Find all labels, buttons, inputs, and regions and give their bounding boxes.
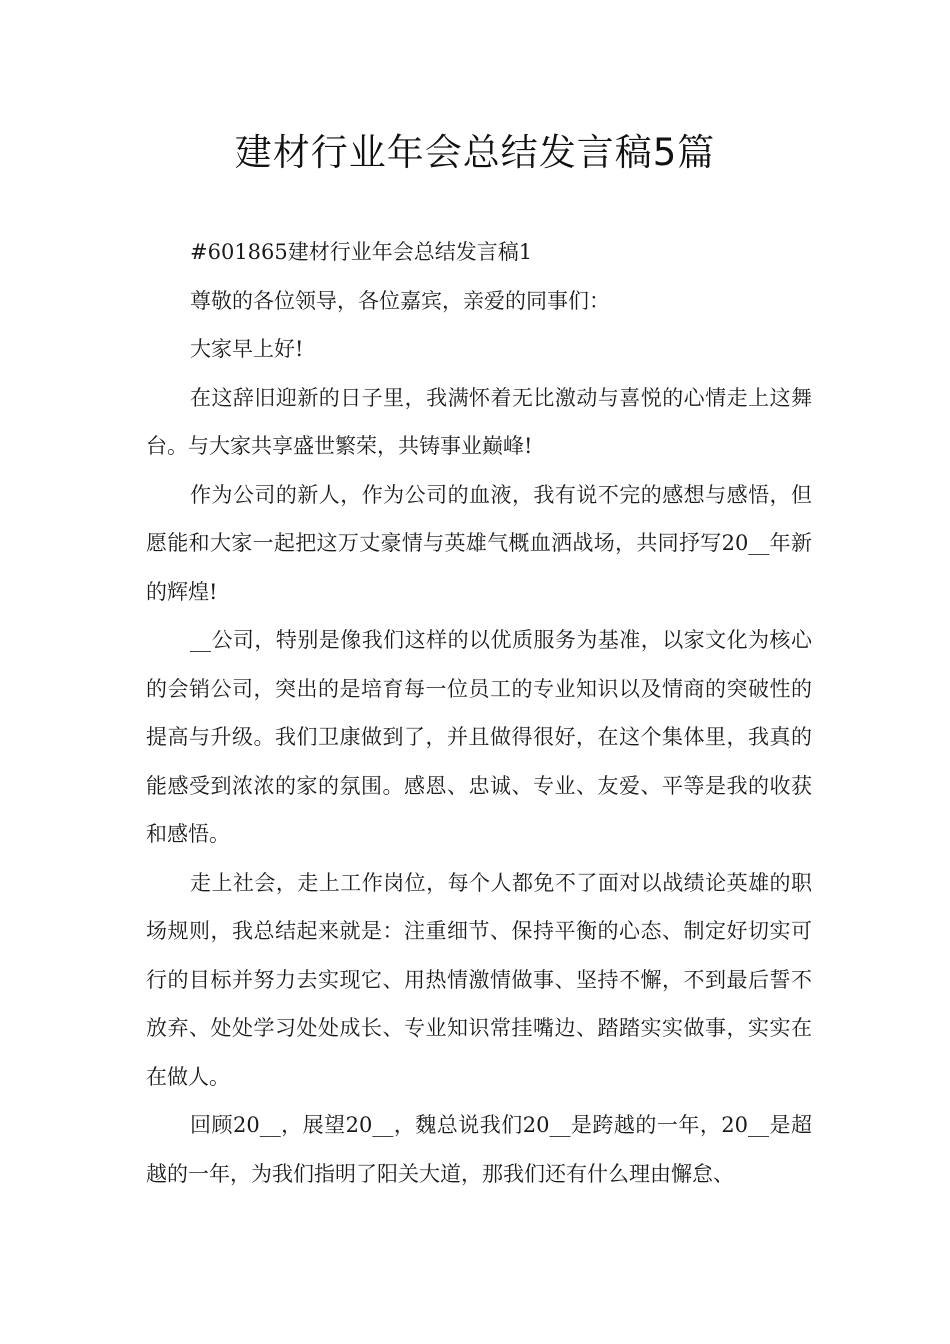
salutation: 尊敬的各位领导，各位嘉宾，亲爱的同事们： bbox=[190, 288, 610, 313]
greeting: 大家早上好! bbox=[190, 337, 304, 361]
paragraph: 在这辞旧迎新的日子里，我满怀着无比激动与喜悦的心情走上这舞台。与大家共享盛世繁荣，共铸事业巅峰! bbox=[146, 385, 812, 458]
document-title: 建材行业年会总结发言稿5篇 bbox=[234, 131, 716, 174]
paragraph: __公司，特别是像我们这样的以优质服务为基准，以家文化为核心的会销公司，突出的是培育每一位员工的专业知识以及情商的突破性的提高与升级。我们卫康做到了，并且做得很好，在这个集体里，我真的能感受到浓浓的家的氛围。感恩、忠诚、专业、友爱、平等是我的收获和感悟。 bbox=[146, 628, 812, 846]
paragraph: 回顾20__，展望20__，魏总说我们20__是跨越的一年，20__是超越的一年，为我们指明了阳关大道，那我们还有什么理由懈怠、 bbox=[146, 1113, 812, 1186]
paragraph: 作为公司的新人，作为公司的血液，我有说不完的感想与感悟，但愿能和大家一起把这万丈豪情与英雄气概血洒战场，共同抒写20__年新的辉煌! bbox=[146, 482, 812, 604]
doc-subtitle: #601865建材行业年会总结发言稿1 bbox=[190, 240, 533, 264]
paragraph: 走上社会，走上工作岗位，每个人都免不了面对以战绩论英雄的职场规则，我总结起来就是：注重细节、保持平衡的心态、制定好切实可行的目标并努力去实现它、用热情激情做事、坚持不懈，不到最后誓不放弃、处处学习处处成长、专业知识常挂嘴边、踏踏实实做事，实实在在做人。 bbox=[146, 870, 812, 1089]
document-body bbox=[146, 228, 812, 1198]
